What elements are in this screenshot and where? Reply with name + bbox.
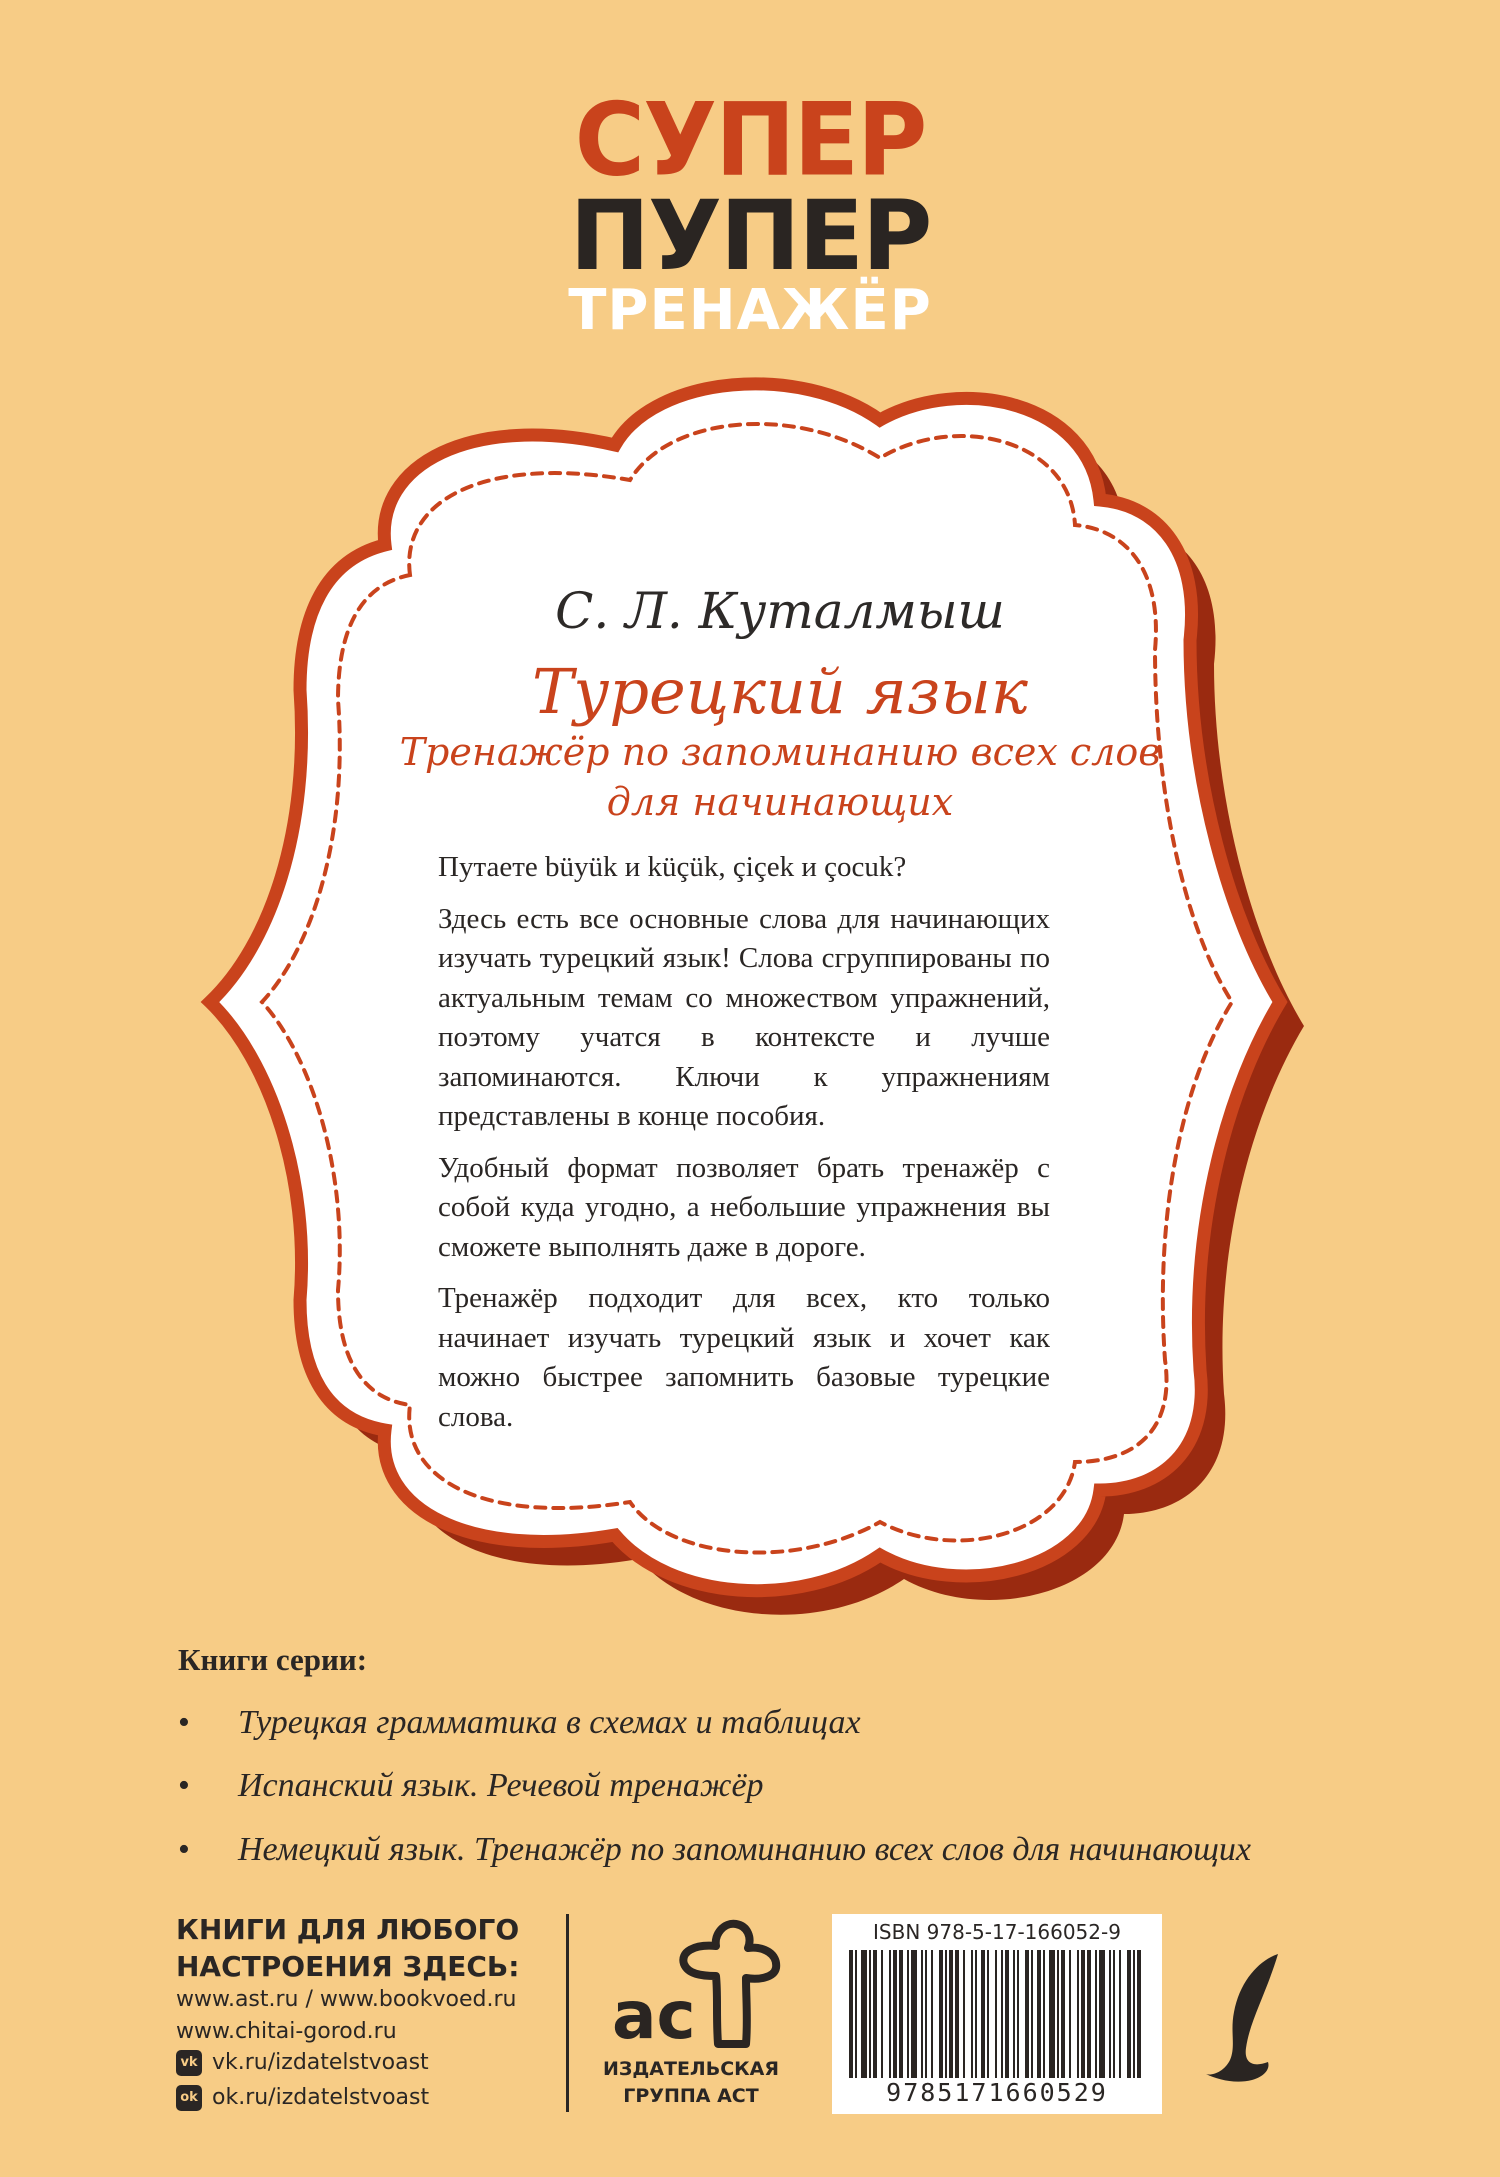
publisher-name <box>594 2056 788 2110</box>
series-item-title: Турецкая грамматика в схемах и таблицах <box>238 1704 861 1741</box>
description-paragraph: Здесь есть все основные слова для начинающих изучать турецкий язык! Слова сгруппированы по актуальным темам со множеством упражнений, поэтому учатся в контексте и лучше запоминаются. Ключи к упражнениям представлены в конце пособия. <box>438 902 1050 1132</box>
barcode-bar <box>925 1950 927 2078</box>
website-links: www.ast.ru / www.bookvoed.ru <box>176 1987 517 2012</box>
barcode-bar <box>893 1950 897 2078</box>
description-paragraph: Путаете büyük и küçük, çiçek и çocuk? <box>438 851 907 883</box>
barcode-bar <box>1113 1950 1115 2078</box>
series-item <box>178 1767 764 1805</box>
vk-link: vk.ru/izdatelstvoast <box>212 2050 429 2075</box>
ok-icon: ok <box>176 2085 202 2111</box>
barcode-bar <box>945 1950 947 2078</box>
barcode-bar <box>1095 1950 1097 2078</box>
barcode-bar <box>1081 1950 1085 2078</box>
barcode-bar <box>987 1950 989 2078</box>
bullet: • <box>178 1831 190 1868</box>
barcode-bar <box>1025 1950 1029 2078</box>
barcode-bar <box>955 1950 959 2078</box>
barcode-bar <box>1061 1950 1065 2078</box>
book-subtitle <box>330 727 1230 827</box>
subtitle-line-1: Тренажёр по запоминанию всех слов <box>399 730 1161 774</box>
barcode-bar <box>949 1950 953 2078</box>
publisher-logo-icon <box>606 1916 786 2051</box>
barcode-bar <box>855 1950 857 2078</box>
barcode-digits: 9785171660529 <box>886 2078 1108 2107</box>
promo-line-1: КНИГИ ДЛЯ ЛЮБОГО <box>176 1913 520 1946</box>
series-item-title: Испанский язык. Речевой тренажёр <box>238 1767 764 1804</box>
bullet: • <box>178 1704 190 1741</box>
description <box>438 848 1050 1449</box>
logo-letters: ac <box>612 1977 696 2051</box>
isbn: ISBN 978-5-17-166052-9 <box>873 1920 1121 1944</box>
barcode-bar <box>1099 1950 1105 2078</box>
barcode-bar <box>881 1950 883 2078</box>
logo-trenazher: ТРЕНАЖЁР <box>568 278 932 343</box>
barcode-bar <box>1031 1950 1033 2078</box>
barcode-bar <box>907 1950 909 2078</box>
barcode-bar <box>873 1950 877 2078</box>
description-paragraph: Удобный формат позволяет брать тренажёр с собой куда угодно, а небольшие упражнения вы сможете выполнять даже в дороге. <box>438 1151 1050 1263</box>
barcode-bars <box>847 1950 1147 2078</box>
barcode-bar <box>1127 1950 1131 2078</box>
barcode-bar <box>1017 1950 1019 2078</box>
promo-text <box>176 1911 519 1985</box>
barcode-bar <box>939 1950 943 2078</box>
barcode-bar <box>1001 1950 1003 2078</box>
social-vk <box>176 2050 429 2076</box>
book-title: Турецкий язык <box>532 655 1028 728</box>
barcode-bar <box>1049 1950 1055 2078</box>
barcode-bar <box>1109 1950 1111 2078</box>
barcode-bar <box>1005 1950 1009 2078</box>
series-heading: Книги серии: <box>178 1642 368 1677</box>
barcode-bar <box>1133 1950 1135 2078</box>
publisher-line-1: ИЗДАТЕЛЬСКАЯ <box>602 2058 780 2080</box>
logo-super: СУПЕР <box>574 81 926 199</box>
series-item <box>178 1831 1251 1869</box>
barcode-bar <box>1037 1950 1041 2078</box>
barcode-bar <box>889 1950 891 2078</box>
barcode-bar <box>995 1950 997 2078</box>
footer-divider <box>566 1914 569 2112</box>
barcode-bar <box>1119 1950 1121 2078</box>
series-item-title: Немецкий язык. Тренажёр по запоминанию всех слов для начинающих <box>238 1831 1251 1868</box>
barcode-bar <box>869 1950 871 2078</box>
social-ok <box>176 2085 429 2111</box>
feather-shape <box>1206 1954 1278 2082</box>
barcode-bar <box>1043 1950 1045 2078</box>
logo-cross-shape <box>683 1924 776 2044</box>
barcode <box>832 1914 1162 2114</box>
promo-line-2: НАСТРОЕНИЯ ЗДЕСЬ: <box>176 1950 520 1983</box>
subtitle-line-2: для начинающих <box>606 780 954 824</box>
website-link-chitai-gorod: www.chitai-gorod.ru <box>176 2019 397 2044</box>
barcode-bar <box>1077 1950 1079 2078</box>
barcode-bar <box>975 1950 977 2078</box>
barcode-bar <box>1137 1950 1141 2078</box>
ok-link: ok.ru/izdatelstvoast <box>212 2085 430 2110</box>
barcode-bar <box>931 1950 933 2078</box>
barcode-bar <box>1057 1950 1059 2078</box>
barcode-bar <box>899 1950 903 2078</box>
bullet: • <box>178 1767 190 1804</box>
vk-icon: vk <box>176 2050 202 2076</box>
publisher-line-2: ГРУППА АСТ <box>623 2085 759 2107</box>
barcode-bar <box>963 1950 965 2078</box>
barcode-bar <box>1013 1950 1015 2078</box>
logo-puper: ПУПЕР <box>569 180 931 292</box>
barcode-bar <box>921 1950 923 2078</box>
barcode-bar <box>861 1950 867 2078</box>
barcode-bar <box>971 1950 973 2078</box>
description-paragraph: Тренажёр подходит для всех, кто только начинает изучать турецкий язык и хочет как можно быстрее запомнить базовые турецкие слова. <box>438 1282 1050 1433</box>
feather-icon <box>1200 1950 1290 2090</box>
barcode-bar <box>911 1950 917 2078</box>
series-item <box>178 1704 861 1742</box>
barcode-bar <box>1087 1950 1091 2078</box>
barcode-bar <box>1069 1950 1071 2078</box>
author-name: С. Л. Куталмыш <box>555 582 1005 640</box>
barcode-bar <box>981 1950 985 2078</box>
barcode-bar <box>849 1950 853 2078</box>
